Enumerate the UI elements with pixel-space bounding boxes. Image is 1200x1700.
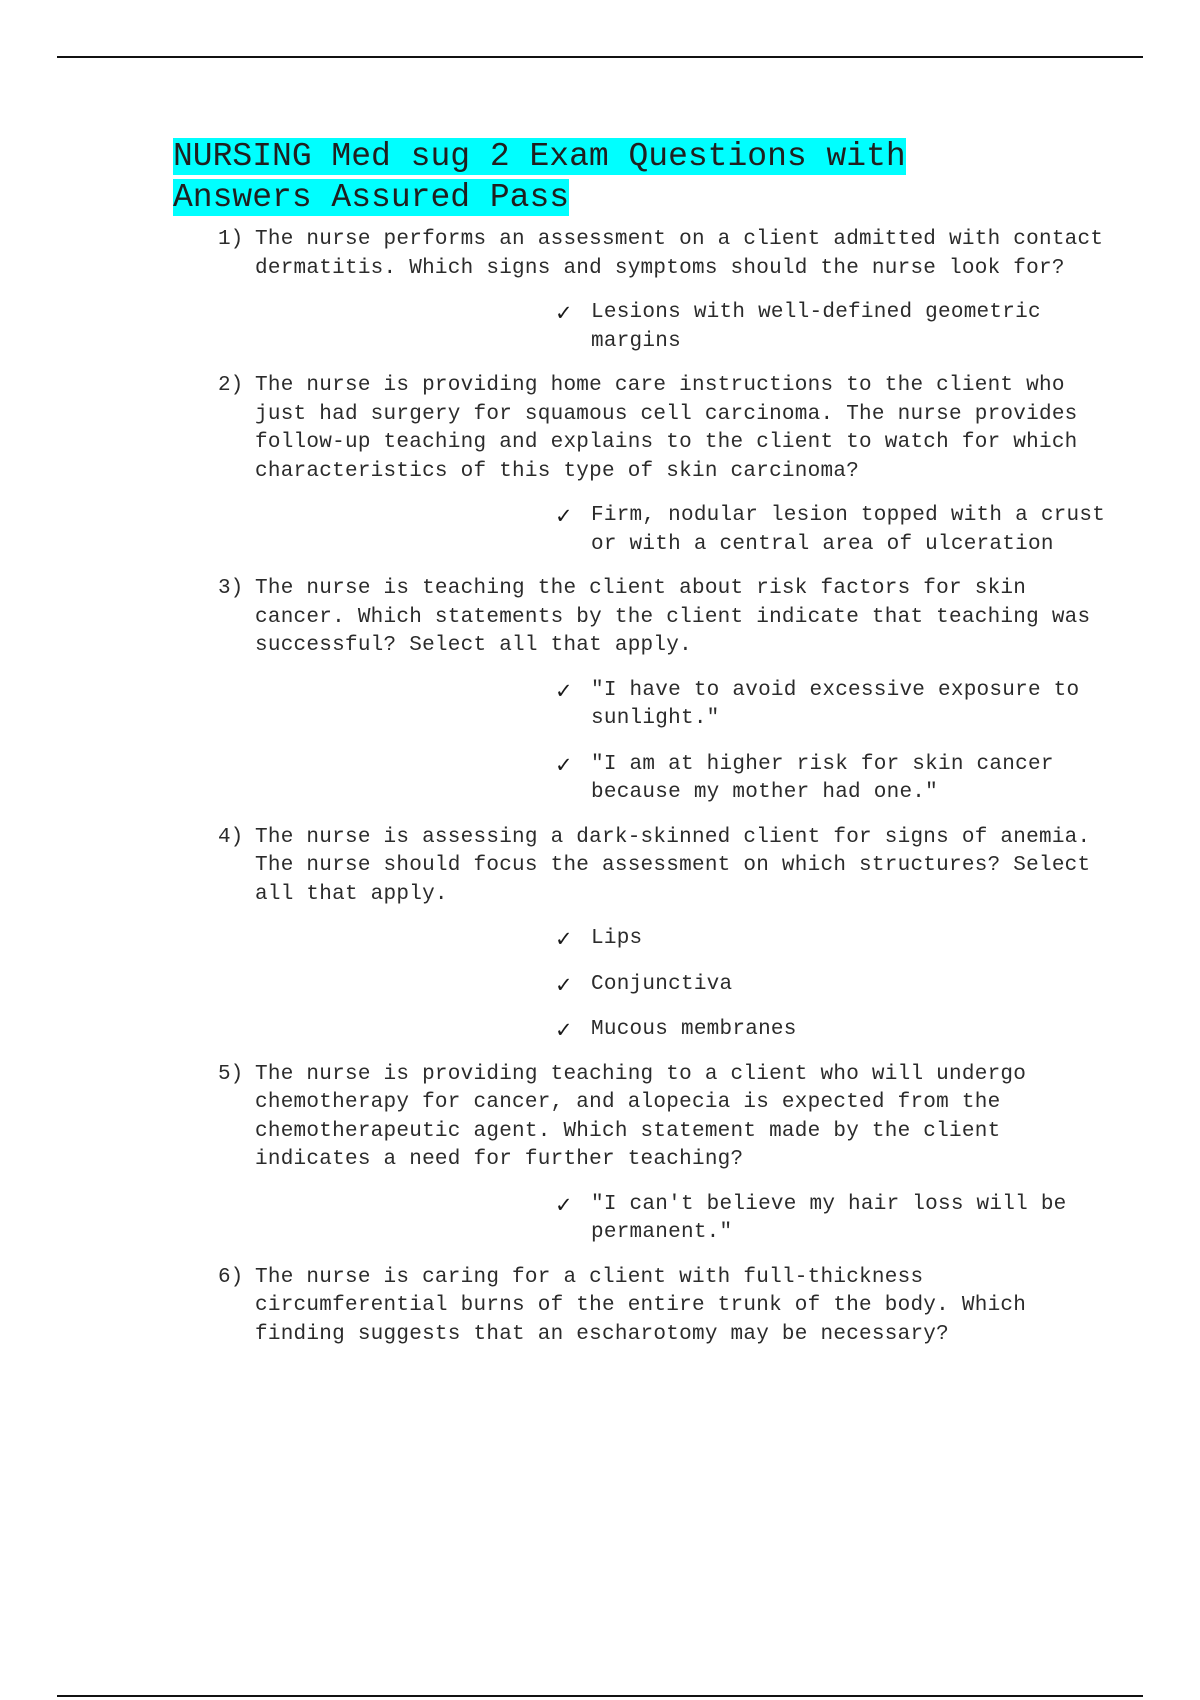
page-top-rule bbox=[57, 56, 1143, 58]
answer-item bbox=[255, 1016, 1113, 1045]
page-bottom-rule bbox=[57, 1695, 1143, 1697]
check-mark-icon: ✓ bbox=[555, 678, 573, 703]
question-text: The nurse is caring for a client with full-thickness circumferential burns of the entire trunk of the body. Which finding suggests that an escharotomy may be necessary? bbox=[255, 1265, 1027, 1346]
answer-text: Conjunctiva bbox=[591, 972, 733, 996]
answer-list bbox=[255, 909, 1113, 1061]
question-item bbox=[173, 1264, 1113, 1366]
check-mark-icon: ✓ bbox=[555, 752, 573, 777]
question-spacer bbox=[255, 1349, 1113, 1365]
check-mark-icon: ✓ bbox=[555, 972, 573, 997]
answer-text: Lips bbox=[591, 927, 643, 950]
question-item bbox=[173, 372, 1113, 575]
answer-list bbox=[255, 1175, 1113, 1264]
answer-item bbox=[255, 971, 1113, 1000]
check-mark-icon: ✓ bbox=[555, 504, 573, 528]
question-item bbox=[173, 575, 1113, 824]
document-body bbox=[173, 136, 1113, 1365]
check-mark-icon: ✓ bbox=[555, 927, 573, 951]
answer-item bbox=[255, 502, 1113, 559]
question-number: 5) bbox=[218, 1062, 244, 1086]
document-title bbox=[173, 136, 1113, 218]
question-text: The nurse is providing home care instructions to the client who just had surgery for squamous cell carcinoma. The nurse provides follow-up teaching and explains to the client to watch for which characteristics of this type of skin carcinoma? bbox=[255, 374, 1078, 483]
check-mark-icon: ✓ bbox=[555, 1192, 573, 1217]
question-number: 1) bbox=[218, 228, 244, 251]
answer-text: "I have to avoid excessive exposure to sunlight." bbox=[591, 678, 1080, 730]
answer-list bbox=[255, 283, 1113, 372]
question-number: 3) bbox=[218, 577, 244, 600]
question-text: The nurse is providing teaching to a client who will undergo chemotherapy for cancer, and alopecia is expected from the chemotherapeutic agent. Which statement made by the client indicates a need for further teaching? bbox=[255, 1062, 1027, 1171]
question-number: 4) bbox=[218, 825, 244, 849]
answer-text: Mucous membranes bbox=[591, 1018, 797, 1041]
question-list bbox=[173, 226, 1113, 1365]
answer-list bbox=[255, 486, 1113, 575]
answer-item bbox=[255, 299, 1113, 356]
check-mark-icon: ✓ bbox=[555, 301, 573, 325]
answer-list bbox=[255, 661, 1113, 824]
answer-item bbox=[255, 1191, 1113, 1248]
title-line-2: Answers Assured Pass bbox=[173, 179, 570, 216]
question-text: The nurse is assessing a dark-skinned client for signs of anemia. The nurse should focus the assessment on which structures? Select all that apply. bbox=[255, 825, 1091, 906]
answer-item bbox=[255, 751, 1113, 808]
question-item bbox=[173, 824, 1113, 1061]
question-item bbox=[173, 1061, 1113, 1264]
question-text: The nurse is teaching the client about risk factors for skin cancer. Which statements by the client indicate that teaching was successful? Select all that apply. bbox=[255, 577, 1091, 657]
answer-text: Lesions with well-defined geometric margins bbox=[591, 301, 1041, 353]
question-item bbox=[173, 226, 1113, 372]
question-number: 2) bbox=[218, 374, 244, 397]
question-number: 6) bbox=[218, 1265, 244, 1289]
title-line-1: NURSING Med sug 2 Exam Questions with bbox=[173, 138, 906, 175]
answer-text: "I can't believe my hair loss will be permanent." bbox=[591, 1192, 1067, 1244]
answer-text: "I am at higher risk for skin cancer because my mother had one." bbox=[591, 752, 1054, 804]
answer-item bbox=[255, 925, 1113, 954]
check-mark-icon: ✓ bbox=[555, 1018, 573, 1042]
answer-text: Firm, nodular lesion topped with a crust or with a central area of ulceration bbox=[591, 504, 1106, 556]
question-text: The nurse performs an assessment on a client admitted with contact dermatitis. Which signs and symptoms should the nurse look for? bbox=[255, 228, 1104, 280]
answer-item bbox=[255, 677, 1113, 734]
